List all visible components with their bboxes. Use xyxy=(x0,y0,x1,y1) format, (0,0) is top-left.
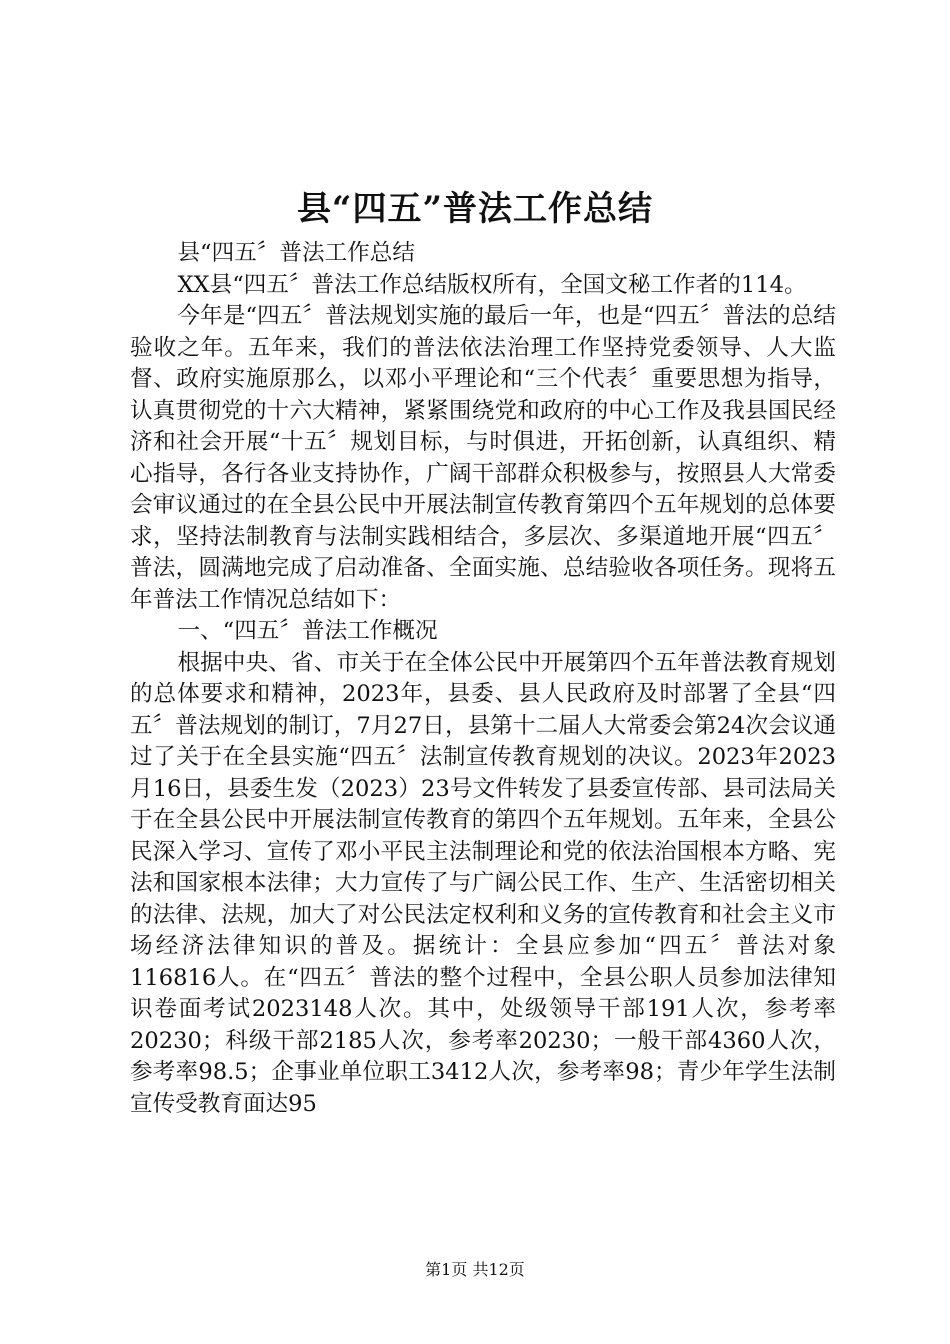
page-footer: 第1页 共12页 xyxy=(425,1260,525,1279)
paragraph-copyright: XX县“四五〞普法工作总结版权所有，全国文秘工作者的114。 xyxy=(177,271,807,298)
paragraph-overview: 根据中央、省、市关于在全体公民中开展第四个五年普法教育规划的总体要求和精神，2023年，县委、县人民政府及时部署了全县“四五〞普法规划的制订，7月27日，县第十二届人大常委会第24次会议通过了关于在全县实施“四五〞法制宣传教育规划的决议。2023年2023月16日，县委生发（2023）23号文件转发了县委宣传部、县司法局关于在全县公民中开展法制宣传教育的第四个五年规划。五年来，全县公民深入学习、宣传了邓小平民主法制理论和党的依法治国根本方略、宪法和国家根本法律；大力宣传了与广阔公民工作、生产、生活密切相关的法律、法规，加大了对公民法定权利和义务的宣传教育和社会主义市场经济法律知识的普及。据统计：全县应参加“四五〞普法对象116816人。在“四五〞普法的整个过程中，全县公职人员参加法律知识卷面考试2023148人次。其中，处级领导干部191人次，参考率20230；科级干部2185人次，参考率20230；一般干部4360人次，参考率98.5；企事业单位职工3412人次，参考率98；青少年学生法制宣传受教育面达95 xyxy=(130,649,836,1117)
document-title: 县“四五”普法工作总结 xyxy=(296,189,654,229)
document-body xyxy=(130,238,836,1120)
paragraph-intro: 今年是“四五〞普法规划实施的最后一年，也是“四五〞普法的总结验收之年。五年来，我们的普法依法治理工作坚持党委领导、人大监督、政府实施原那么，以邓小平理论和“三个代表〞重要思想为指导，认真贯彻党的十六大精神，紧紧围绕党和政府的中心工作及我县国民经济和社会开展“十五〞规划目标，与时俱进，开拓创新，认真组织、精心指导，各行各业支持协作，广阔干部群众积极参与，按照县人大常委会审议通过的在全县公民中开展法制宣传教育第四个五年规划的总体要求，坚持法制教育与法制实践相结合，多层次、多渠道地开展“四五〞普法，圆满地完成了启动准备、全面实施、总结验收各项任务。现将五年普法工作情况总结如下： xyxy=(130,303,836,613)
section-heading-overview: 一、“四五〞普法工作概况 xyxy=(177,618,438,644)
paragraph-subtitle: 县“四五〞普法工作总结 xyxy=(177,240,415,266)
